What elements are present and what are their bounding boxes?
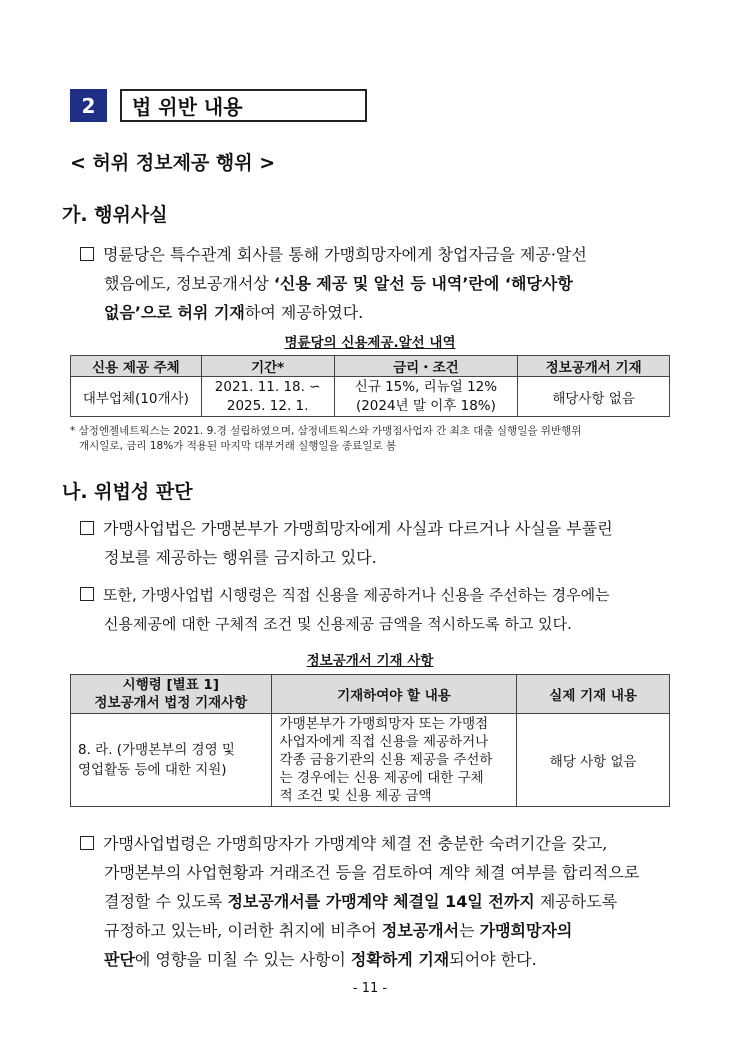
para-line: 명륜당은 특수관계 회사를 통해 가맹희망자에게 창업자금을 제공·알선: [103, 245, 587, 264]
cell-line: 신규 15%, 리뉴얼 12%: [354, 378, 498, 395]
para-line: 결정할 수 있도록: [104, 892, 228, 911]
paragraph-law: [80, 514, 680, 572]
checkbox-bullet-icon: [80, 521, 94, 535]
paragraph-facts: [80, 240, 680, 327]
table-cell: [71, 714, 272, 807]
table-cell: 해당사항 없음: [518, 377, 670, 417]
para-emphasis: 정확하게 기재: [350, 950, 450, 969]
section-number: 2: [70, 89, 107, 122]
table-header: [71, 675, 272, 714]
para-line: 는: [459, 921, 480, 940]
table-cell: [271, 714, 517, 807]
heading-legality: 나. 위법성 판단: [62, 481, 193, 503]
table-header: 신용 제공 주체: [71, 356, 202, 377]
para-line: 에 영향을 미칠 수 있는 사항이: [134, 950, 351, 969]
para-emphasis: 판단: [104, 950, 135, 969]
disclosure-table: [70, 674, 670, 807]
table-cell: 해당 사항 없음: [517, 714, 670, 807]
table2-caption: 정보공개서 기재 사항: [306, 653, 434, 669]
table-row: [71, 714, 670, 807]
table1-caption: 명륜당의 신용제공.알선 내역: [284, 335, 456, 351]
cell-line: 가맹본부가 가맹희망자 또는 가맹점: [279, 716, 489, 732]
cell-line: 영업활동 등에 대한 지원): [78, 762, 227, 778]
para-line: 가맹사업법령은 가맹희망자가 가맹계약 체결 전 충분한 숙려기간을 갖고,: [103, 834, 608, 853]
table-cell: [201, 377, 334, 417]
header-line: 정보공개서 법정 기재사항: [94, 695, 248, 711]
page-number: - 11 -: [352, 981, 388, 996]
para-line: 신용제공에 대한 구체적 조건 및 신용제공 금액을 적시하도록 하고 있다.: [104, 615, 572, 633]
para-line: 또한, 가맹사업법 시행령은 직접 신용을 제공하거나 신용을 주선하는 경우에는: [103, 586, 610, 604]
table-cell: [334, 377, 518, 417]
para-line: 제공하도록: [534, 892, 618, 911]
cell-line: 2021. 11. 18. ∽: [214, 378, 321, 395]
cell-line: 사업자에게 직접 신용을 제공하거나: [279, 734, 489, 750]
para-line: 규정하고 있는바, 이러한 취지에 비추어: [104, 921, 382, 940]
checkbox-bullet-icon: [80, 836, 94, 850]
cell-line: 각종 금융기관의 신용 제공을 주선하: [279, 752, 493, 768]
checkbox-bullet-icon: [80, 587, 94, 601]
para-line: 했음에도, 정보공개서상: [104, 274, 274, 293]
paragraph-conclusion: [80, 829, 690, 974]
cell-line: 는 경우에는 신용 제공에 대한 구체: [279, 770, 484, 786]
para-line: 정보를 제공하는 행위를 금지하고 있다.: [104, 548, 377, 567]
table-header: 금리・조건: [334, 356, 518, 377]
table-cell: 대부업체(10개사): [71, 377, 202, 417]
credit-table: [70, 355, 670, 417]
cell-line: 2025. 12. 1.: [226, 397, 309, 414]
paragraph-decree: [80, 581, 680, 639]
para-line: 되어야 한다.: [449, 950, 537, 969]
para-emphasis: 정보공개서: [381, 921, 460, 940]
cell-line: (2024년 말 이후 18%): [355, 397, 496, 414]
para-emphasis: 없음’으로 허위 기재: [104, 303, 245, 322]
checkbox-bullet-icon: [80, 247, 94, 261]
para-emphasis: 가맹희망자의: [479, 921, 573, 940]
footnote: [70, 424, 670, 454]
para-line: 가맹사업법은 가맹본부가 가맹희망자에게 사실과 다르거나 사실을 부풀린: [103, 519, 613, 538]
subject-title: < 허위 정보제공 행위 >: [70, 152, 276, 174]
heading-facts: 가. 행위사실: [62, 204, 168, 226]
section-title: 법 위반 내용: [120, 89, 367, 122]
para-emphasis: ‘신용 제공 및 알선 등 내역’란에 ‘해당사항: [273, 274, 573, 293]
cell-line: 적 조건 및 신용 제공 금액: [279, 788, 432, 804]
table-header: 실제 기재 내용: [517, 675, 670, 714]
footnote-line: 개시일로, 금리 18%가 적용된 마지막 대부거래 실행일을 종료일로 봄: [79, 440, 397, 452]
cell-line: 8. 라. (가맹본부의 경영 및: [78, 742, 235, 758]
table-header: 정보공개서 기재: [518, 356, 670, 377]
table-header: 기재하여야 할 내용: [271, 675, 517, 714]
table-header: 기간*: [201, 356, 334, 377]
footnote-line: * 삼정엔젤네트웍스는 2021. 9.경 설립하였으며, 삼정네트웍스와 가맹점사업자 간 최초 대출 실행일을 위반행위: [70, 425, 582, 437]
para-emphasis: 정보공개서를 가맹계약 체결일 14일 전까지: [227, 892, 535, 911]
table-row: [71, 377, 670, 417]
para-line: 하여 제공하였다.: [244, 303, 364, 322]
header-line: 시행령 [별표 1]: [122, 677, 219, 693]
section-header: [70, 89, 367, 122]
para-line: 가맹본부의 사업현황과 거래조건 등을 검토하여 계약 체결 여부를 합리적으로: [104, 863, 640, 882]
